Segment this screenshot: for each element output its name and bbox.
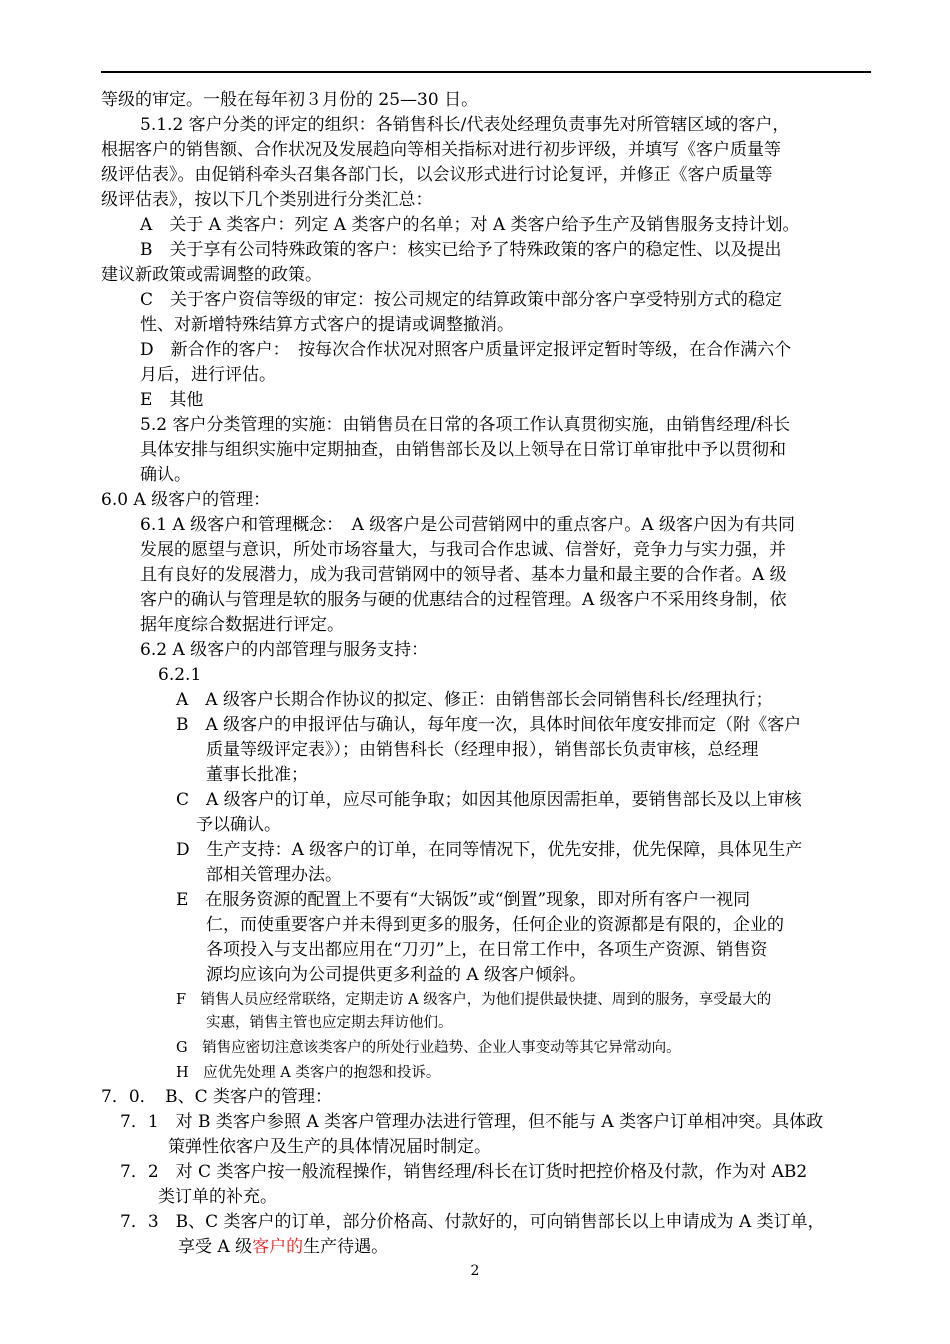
text-line: 级评估表》，按以下几个类别进行分类汇总： xyxy=(101,190,433,210)
text-line: 且有良好的发展潜力，成为我司营销网中的领导者、基本力量和最主要的合作者。A 级 xyxy=(140,565,787,585)
list-item-a: A 关于 A 类客户：列定 A 类客户的名单；对 A 类客户给予生产及销售服务支持计划。 xyxy=(140,215,800,235)
highlighted-text: 客户的 xyxy=(252,1237,304,1257)
text-segment: 享受 A 级 xyxy=(178,1237,253,1257)
section-6-1: 6.1 A 级客户和管理概念： A 级客户是公司营销网中的重点客户。A 级客户因为有共同 xyxy=(140,515,795,535)
header-rule xyxy=(101,71,871,73)
section-5-2: 5.2 客户分类管理的实施：由销售员在日常的各项工作认真贯彻实施，由销售经理/科长 xyxy=(140,415,791,435)
list-item-d: D 新合作的客户： 按每次合作状况对照客户质量评定报评定暂时等级，在合作满六个 xyxy=(140,340,792,360)
text-line: 根据客户的销售额、合作状况及发展趋向等相关指标对进行初步评级，并填写《客户质量等 xyxy=(101,140,781,160)
text-line: 发展的愿望与意识，所处市场容量大，与我司合作忠诚、信誉好，竞争力与实力强，并 xyxy=(140,540,786,560)
text-line-last xyxy=(178,1236,388,1258)
text-line: 董事长批准； xyxy=(206,765,308,785)
section-7-1: 7．1 对 B 类客户参照 A 类客户管理办法进行管理，但不能与 A 类客户订单相冲突。具体政 xyxy=(120,1112,824,1132)
list-item-f: F 销售人员应经常联络，定期走访 A 级客户，为他们提供最快捷、周到的服务，享受最大的 xyxy=(176,992,772,1008)
list-item-g: G 销售应密切注意该类客户的所处行业趋势、企业人事变动等其它异常动向。 xyxy=(176,1040,681,1056)
text-line: 确认。 xyxy=(140,465,191,485)
text-line: 客户的确认与管理是软的服务与硬的优惠结合的过程管理。A 级客户不采用终身制，依 xyxy=(140,590,787,610)
text-line: 源均应该向为公司提供更多利益的 A 级客户倾斜。 xyxy=(206,965,587,985)
text-line: 建议新政策或需调整的政策。 xyxy=(101,265,322,285)
text-line: 实惠，销售主管也应定期去拜访他们。 xyxy=(206,1015,453,1031)
text-line: 各项投入与支出都应用在“刀刃”上，在日常工作中，各项生产资源、销售资 xyxy=(206,940,768,960)
section-6-2-1: 6.2.1 xyxy=(158,665,202,685)
text-line: 策弹性依客户及生产的具体情况届时制定。 xyxy=(168,1137,491,1157)
text-line: 月后，进行评估。 xyxy=(140,365,276,385)
section-5-1-2: 5.1.2 客户分类的评定的组织：各销售科长/代表处经理负责事先对所管辖区域的客户， xyxy=(140,115,790,135)
list-item-e: E 其他 xyxy=(140,390,204,410)
page-number: 2 xyxy=(470,1263,480,1279)
text-line: 性、对新增特殊结算方式客户的提请或调整撤消。 xyxy=(140,315,514,335)
text-line: 予以确认。 xyxy=(196,815,281,835)
section-7-3: 7．3 B、C 类客户的订单，部分价格高、付款好的，可向销售部长以上申请成为 A 类订单， xyxy=(120,1212,825,1232)
text-line: 类订单的补充。 xyxy=(158,1187,277,1207)
list-item-c: C A 级客户的订单，应尽可能争取；如因其他原因需拒单，要销售部长及以上审核 xyxy=(176,790,802,810)
text-line: 等级的审定。一般在每年初３月份的 25—30 日。 xyxy=(101,90,479,110)
text-line: 据年度综合数据进行评定。 xyxy=(140,615,344,635)
list-item-a: A A 级客户长期合作协议的拟定、修正：由销售部长会同销售科长/经理执行； xyxy=(176,690,773,710)
text-line: 级评估表》。由促销科牵头召集各部门长，以会议形式进行讨论复评，并修正《客户质量等 xyxy=(101,165,773,185)
text-line: 部相关管理办法。 xyxy=(206,865,342,885)
list-item-h: H 应优先处理 A 类客户的抱怨和投诉。 xyxy=(176,1065,441,1081)
text-line: 仁，而使重要客户并未得到更多的服务，任何企业的资源都是有限的，企业的 xyxy=(206,915,784,935)
section-7-2: 7．2 对 C 类客户按一般流程操作，销售经理/科长在订货时把控价格及付款，作为对 AB2 xyxy=(120,1162,808,1182)
section-6-2: 6.2 A 级客户的内部管理与服务支持： xyxy=(140,640,429,660)
list-item-d: D 生产支持：A 级客户的订单，在同等情况下，优先安排，优先保障，具体见生产 xyxy=(176,840,803,860)
text-line: 质量等级评定表》）；由销售科长（经理申报），销售部长负责审核，总经理 xyxy=(206,740,759,760)
list-item-b: B A 级客户的申报评估与确认，每年度一次，具体时间依年度安排而定（附《客户 xyxy=(176,715,802,735)
text-line: 具体安排与组织实施中定期抽查，由销售部长及以上领导在日常订单审批中予以贯彻和 xyxy=(140,440,786,460)
list-item-e: E 在服务资源的配置上不要有“大锅饭”或“倒置”现象，即对所有客户一视同 xyxy=(176,890,751,910)
section-7-0: 7．0． B、C 类客户的管理： xyxy=(101,1087,333,1107)
section-6-0: 6.0 A 级客户的管理： xyxy=(101,490,271,510)
list-item-c: C 关于客户资信等级的审定：按公司规定的结算政策中部分客户享受特别方式的稳定 xyxy=(140,290,783,310)
list-item-b: B 关于享有公司特殊政策的客户：核实已给予了特殊政策的客户的稳定性、以及提出 xyxy=(140,240,782,260)
text-segment: 生产待遇。 xyxy=(303,1237,389,1257)
